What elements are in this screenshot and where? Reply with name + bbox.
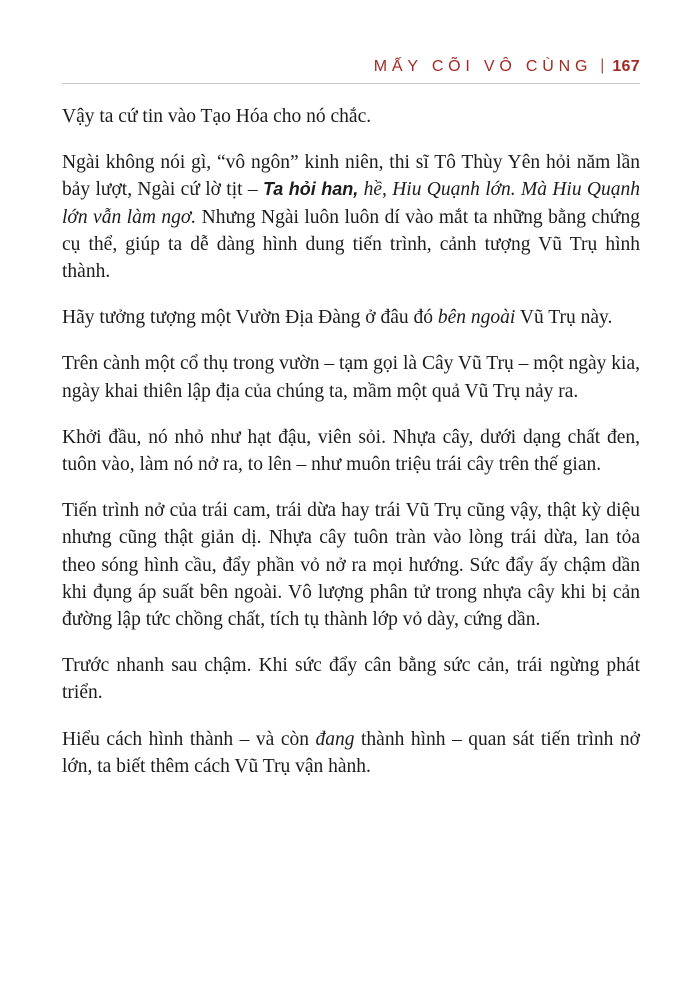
text-run: Ngài không nói gì, “vô ngôn” kinh niên, thi sĩ Tô Thùy Yên hỏi năm lần bảy lượt, Ngài cứ lờ tịt – [62,152,640,201]
text-run-emphasis: đang [315,728,355,750]
text-run: Nhưng Ngài luôn luôn dí vào mắt ta những bằng chứng cụ thể, giúp ta dễ dàng hình dung tiến trình, cảnh tượng Vũ Trụ hình thành. [62,206,640,283]
text-run: Vậy ta cứ tin vào Tạo Hóa cho nó chắc. [62,106,372,127]
page-number: 167 [612,58,640,75]
text-run-quote: Ta hỏi han, [262,179,359,200]
paragraph-5 [62,424,640,478]
header-rule [62,83,640,84]
running-header-separator: | [600,57,605,74]
paragraph-4 [62,350,640,404]
paragraph-7 [62,652,640,706]
text-run-emphasis: bên ngoài [437,307,516,329]
text-run: Trước nhanh sau chậm. Khi sức đẩy cân bằng sức cản, trái ngừng phát triển. [62,655,640,704]
running-header [62,56,640,78]
page-content [62,56,640,799]
text-run: Vũ Trụ này. [515,307,613,329]
text-run: Hiểu cách hình thành – và còn [62,728,316,750]
text-run: Khởi đầu, nó nhỏ như hạt đậu, viên sỏi. Nhựa cây, dưới dạng chất đen, tuôn vào, làm nó nở ra, to lên – như muôn triệu trái cây trên thế gian. [62,426,640,476]
text-run: thành hình – quan sát tiến trình nở lớn, ta biết thêm cách Vũ Trụ vận hành. [62,728,640,777]
paragraph-1 [62,103,640,130]
paragraph-6 [62,497,640,633]
text-run-quote: hề, Hiu Quạnh lớn. Mà Hiu Quạnh lớn vẫn làm ngơ. [62,179,641,228]
text-run: Trên cành một cổ thụ trong vườn – tạm gọi là Cây Vũ Trụ – một ngày kia, ngày khai thiên lập địa của chúng ta, mầm một quả Vũ Trụ nảy ra. [62,353,640,402]
paragraph-3 [62,304,640,331]
text-run: Hãy tưởng tượng một Vườn Địa Đàng ở đâu đó [62,307,438,329]
text-run: Tiến trình nở của trái cam, trái dừa hay trái Vũ Trụ cũng vậy, thật kỳ diệu nhưng cũng thật giản dị. Nhựa cây tuôn tràn vào lòng trái dừa, lan tỏa theo sóng hình cầu, đẩy phần vỏ nở ra mọi hướng. Sức đẩy ấy chậm dần khi đụng áp suất bên ngoài. Vô lượng phân tử trong nhựa cây khi bị cản đường lập tức chồng chất, tích tụ thành lớp vỏ dày, cứng dần. [62,500,640,631]
paragraph-8 [62,726,640,780]
body-text [62,103,640,780]
running-header-title: MẤY CÕI VÔ CÙNG [373,58,593,75]
paragraph-2 [62,149,640,285]
